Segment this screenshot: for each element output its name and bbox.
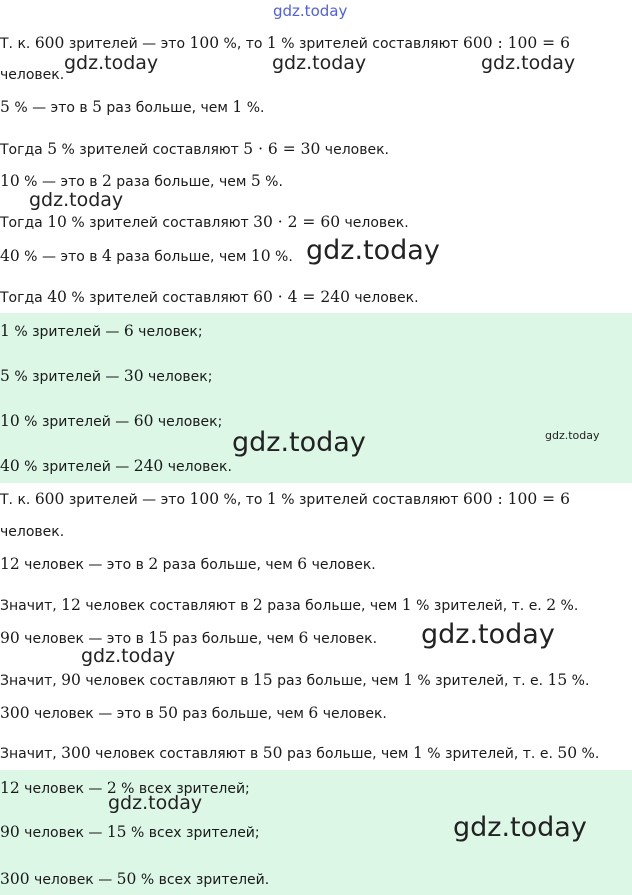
watermark: gdz.today — [481, 52, 576, 74]
watermark: gdz.today — [232, 427, 366, 458]
header-watermark: gdz.today — [273, 2, 348, 20]
watermark: gdz.today — [108, 792, 203, 814]
solution-line: 12 человек — это в 2 раза больше, чем 6 человек. — [0, 555, 376, 573]
solution-line: 5 % — это в 5 раз больше, чем 1 %. — [0, 98, 265, 116]
watermark: gdz.today — [29, 189, 124, 211]
solution-line: Т. к. 600 зрителей — это 100 %, то 1 % зрителей составляют 600 : 100 = 6 — [0, 490, 570, 508]
watermark: gdz.today — [81, 645, 176, 667]
answer-line: 5 % зрителей — 30 человек; — [0, 367, 213, 385]
solution-line: Значит, 90 человек составляют в 15 раз больше, чем 1 % зрителей, т. е. 15 %. — [0, 671, 590, 689]
solution-line: человек. — [0, 524, 65, 540]
solution-line: Тогда 10 % зрителей составляют 30 · 2 = 60 человек. — [0, 213, 409, 231]
solution-line: 90 человек — это в 15 раз больше, чем 6 человек. — [0, 629, 378, 647]
solution-line: 40 % — это в 4 раза больше, чем 10 %. — [0, 247, 293, 265]
watermark: gdz.today — [64, 52, 159, 74]
answer-line: 12 человек — 2 % всех зрителей; — [0, 779, 250, 797]
watermark: gdz.today — [545, 429, 600, 442]
solution-line: Значит, 300 человек составляют в 50 раз больше, чем 1 % зрителей, т. е. 50 %. — [0, 744, 600, 762]
solution-line: 10 % — это в 2 раза больше, чем 5 %. — [0, 172, 283, 190]
answer-line: 10 % зрителей — 60 человек; — [0, 412, 223, 430]
answer-line: 300 человек — 50 % всех зрителей. — [0, 870, 270, 888]
watermark: gdz.today — [272, 52, 367, 74]
solution-line: Тогда 40 % зрителей составляют 60 · 4 = 240 человек. — [0, 288, 419, 306]
answer-line: 90 человек — 15 % всех зрителей; — [0, 823, 260, 841]
solution-line: 300 человек — это в 50 раз больше, чем 6 человек. — [0, 704, 387, 722]
watermark: gdz.today — [421, 619, 555, 650]
watermark: gdz.today — [453, 812, 587, 843]
answer-line: 1 % зрителей — 6 человек; — [0, 322, 203, 340]
answer-line: 40 % зрителей — 240 человек. — [0, 457, 232, 475]
solution-line: Т. к. 600 зрителей — это 100 %, то 1 % зрителей составляют 600 : 100 = 6 — [0, 34, 570, 52]
solution-line: человек. — [0, 67, 65, 83]
solution-line: Тогда 5 % зрителей составляют 5 · 6 = 30 человек. — [0, 140, 389, 158]
watermark: gdz.today — [306, 235, 440, 266]
solution-line: Значит, 12 человек составляют в 2 раза больше, чем 1 % зрителей, т. е. 2 %. — [0, 596, 579, 614]
